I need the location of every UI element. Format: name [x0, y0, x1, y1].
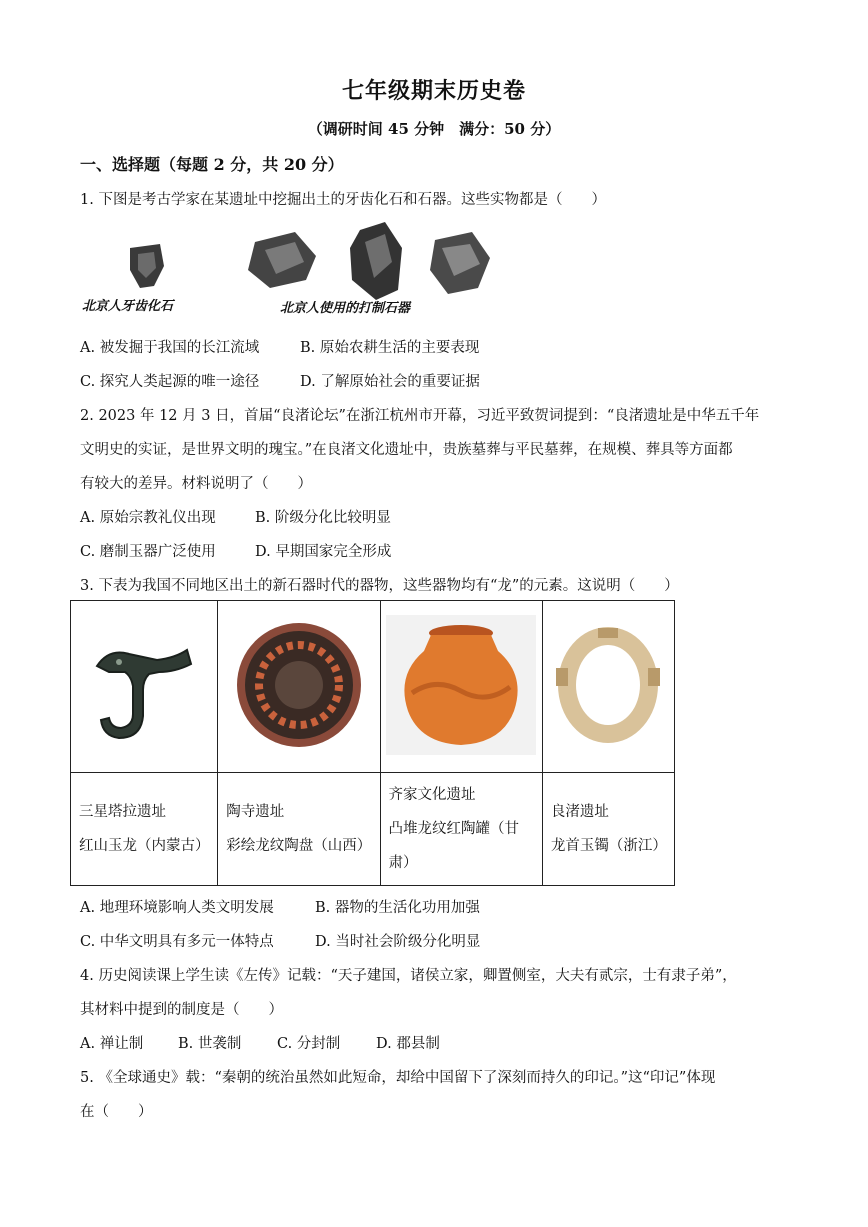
jade-bracelet-image	[548, 620, 668, 750]
stone-tool-3-image	[430, 232, 490, 294]
relic-site: 良渚遗址	[550, 804, 609, 820]
q4-option-d: D. 郡县制	[376, 1036, 440, 1052]
relic-name: 彩绘龙纹陶盘（山西）	[226, 838, 372, 854]
relic-site: 齐家文化遗址	[388, 787, 476, 803]
relic-image-cell	[71, 601, 218, 773]
relic-label-hongshan	[71, 773, 218, 886]
stone-tool-1-image	[248, 232, 316, 288]
relic-label-liangzhu	[542, 773, 674, 886]
relic-label-taosi	[218, 773, 380, 886]
jade-dragon-image	[79, 620, 209, 750]
q2-option-d: D. 早期国家完全形成	[255, 544, 392, 560]
q4-option-b: B. 世袭制	[178, 1036, 242, 1052]
q3-stem: 3. 下表为我国不同地区出土的新石器时代的器物，这些器物均有“龙”的元素。这说明（ ）	[80, 578, 679, 594]
q2-option-b: B. 阶级分化比较明显	[255, 510, 391, 526]
q1-option-a: A. 被发掘于我国的长江流域	[80, 340, 260, 356]
q3-option-d: D. 当时社会阶级分化明显	[315, 934, 481, 950]
q2-option-a: A. 原始宗教礼仪出现	[80, 510, 216, 526]
relic-name: 龙首玉镯（浙江）	[550, 838, 667, 854]
q5-stem-line-2: 在（ ）	[80, 1104, 153, 1120]
relic-name: 红山玉龙（内蒙古）	[79, 838, 210, 854]
q2-option-c: C. 磨制玉器广泛使用	[80, 544, 216, 560]
painted-pottery-plate-image	[229, 615, 369, 755]
q4-stem-line-1: 4. 历史阅读课上学生读《左传》记载：“天子建国，诸侯立家，卿置侧室，大夫有贰宗，士有隶子弟”，	[80, 968, 737, 984]
q4-stem-line-2: 其材料中提到的制度是（ ）	[80, 1002, 283, 1018]
tooth-fossil-image	[130, 244, 164, 288]
relic-image-cell	[218, 601, 380, 773]
relic-name: 凸堆龙纹红陶罐（甘	[388, 821, 520, 837]
q1-option-d: D. 了解原始社会的重要证据	[300, 374, 480, 390]
section-heading: 一、选择题（每题 2 分，共 20 分）	[80, 155, 344, 174]
red-pottery-jar-image	[386, 615, 536, 755]
relic-image-cell	[380, 601, 542, 773]
page-title: 七年级期末历史卷	[341, 78, 526, 104]
q5-stem-line-1: 5. 《全球通史》载：“秦朝的统治虽然如此短命，却给中国留下了深刻而持久的印记。”这“印记”体现	[80, 1070, 716, 1086]
q1-stem: 1. 下图是考古学家在某遗址中挖掘出土的牙齿化石和石器。这些实物都是（ ）	[80, 192, 606, 208]
q1-option-b: B. 原始农耕生活的主要表现	[300, 340, 480, 356]
relic-name-cont: 肃）	[388, 855, 418, 871]
q4-option-c: C. 分封制	[277, 1036, 341, 1052]
exam-info: （调研时间 45 分钟 满分：50 分）	[307, 120, 561, 138]
q3-option-a: A. 地理环境影响人类文明发展	[80, 900, 274, 916]
q2-stem-line-3: 有较大的差异。材料说明了（ ）	[80, 476, 312, 492]
relics-table	[70, 600, 675, 886]
q3-option-c: C. 中华文明具有多元一体特点	[80, 934, 274, 950]
q2-stem-line-2: 文明史的实证，是世界文明的瑰宝。”在良渚文化遗址中，贵族墓葬与平民墓葬，在规模、葬具等方面都	[80, 442, 733, 458]
q1-option-c: C. 探究人类起源的唯一途径	[80, 374, 260, 390]
relic-label-qijia	[380, 773, 542, 886]
relic-image-cell	[542, 601, 674, 773]
q1-figure	[80, 218, 500, 318]
fossil-caption: 北京人牙齿化石	[82, 299, 174, 314]
tools-caption: 北京人使用的打制石器	[280, 301, 411, 316]
q3-option-b: B. 器物的生活化功用加强	[315, 900, 480, 916]
relic-site: 三星塔拉遗址	[79, 804, 166, 820]
q2-stem-line-1: 2. 2023 年 12 月 3 日，首届“良渚论坛”在浙江杭州市开幕，习近平致贺词提到：“良渚遗址是中华五千年	[80, 408, 760, 424]
q4-option-a: A. 禅让制	[80, 1036, 144, 1052]
relic-site: 陶寺遗址	[226, 804, 285, 820]
stone-tool-2-image	[350, 222, 402, 300]
